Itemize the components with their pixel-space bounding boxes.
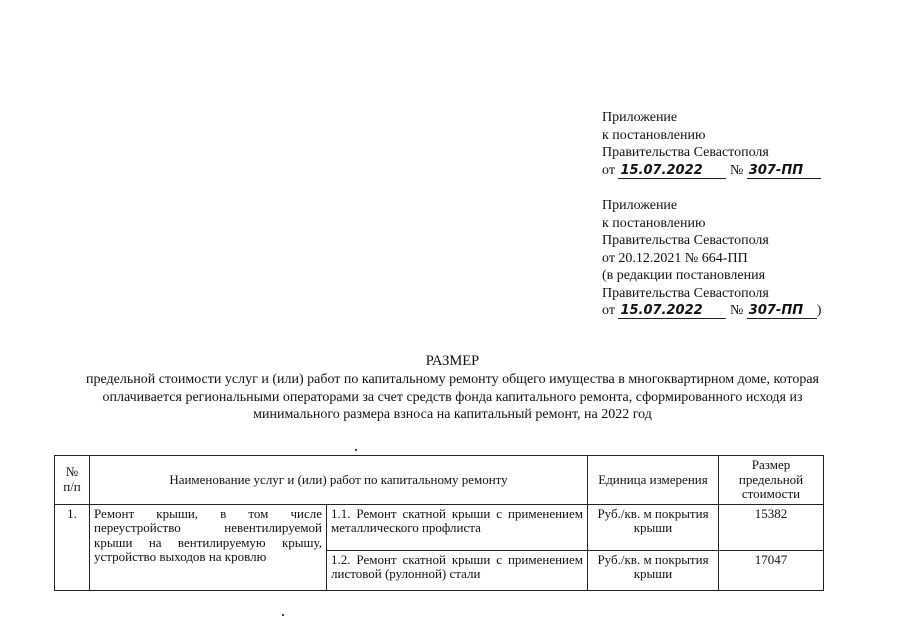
handwritten-number: 307-ПП [747, 304, 817, 319]
header-name: Наименование услуг и (или) работ по капитальному ремонту [90, 456, 588, 505]
table-row [55, 504, 824, 550]
handwritten-number: 307-ПП [747, 164, 821, 179]
appendix-line: к постановлению [602, 215, 706, 231]
appendix-current-block [602, 109, 821, 179]
appendix-line: Правительства Севастополя [602, 233, 769, 248]
cost-table [54, 455, 824, 591]
date-prefix: от [602, 162, 615, 178]
appendix-date-line [602, 302, 821, 320]
date-prefix: от [602, 303, 615, 318]
row-cost: 17047 [719, 550, 824, 590]
scan-speck [282, 614, 284, 616]
appendix-title: Приложение [602, 198, 678, 213]
number-sign: № [729, 162, 744, 178]
row-work: 1.2. Ремонт скатной крыши с применением листовой (рулонной) стали [327, 550, 588, 590]
number-sign: № [729, 303, 744, 318]
document-subtitle: предельной стоимости услуг и (или) работ по капитальному ремонту общего имущества в многоквартирном доме, которая оплачивается региональными операторами за счет средств фонда капитального ремонта, сформированного исходя из минимального размера взноса на капитальный ремонт, на 2022 год [86, 372, 819, 422]
row-num: 1. [55, 504, 90, 590]
handwritten-date: 15.07.2022 [618, 164, 726, 179]
handwritten-date: 15.07.2022 [618, 304, 726, 319]
scan-speck [355, 449, 357, 451]
document-title: РАЗМЕР [425, 353, 480, 369]
appendix-date-line [602, 162, 821, 180]
closing-paren: ) [816, 303, 822, 318]
row-work: 1.1. Ремонт скатной крыши с применением металлического профлиста [327, 504, 588, 550]
row-name: Ремонт крыши, в том числе переустройство невентилируемой крыши на вентилируемую крышу, устройство выходов на кровлю [90, 504, 327, 590]
row-unit: Руб./кв. м покрытия крыши [588, 550, 719, 590]
table-header-row [55, 456, 824, 505]
appendix-line: Правительства Севастополя [602, 145, 769, 160]
appendix-original-block [602, 197, 821, 320]
appendix-line: Правительства Севастополя [602, 285, 769, 301]
appendix-line: (в редакции постановления [602, 268, 766, 283]
appendix-line: к постановлению [602, 127, 706, 143]
appendix-title: Приложение [602, 110, 678, 125]
header-unit: Единица измерения [588, 456, 719, 505]
header-cost: Размер предельной стоимости [719, 456, 824, 505]
row-unit: Руб./кв. м покрытия крыши [588, 504, 719, 550]
header-num: № п/п [55, 456, 90, 505]
appendix-line: от 20.12.2021 № 664-ПП [602, 250, 748, 266]
row-cost: 15382 [719, 504, 824, 550]
